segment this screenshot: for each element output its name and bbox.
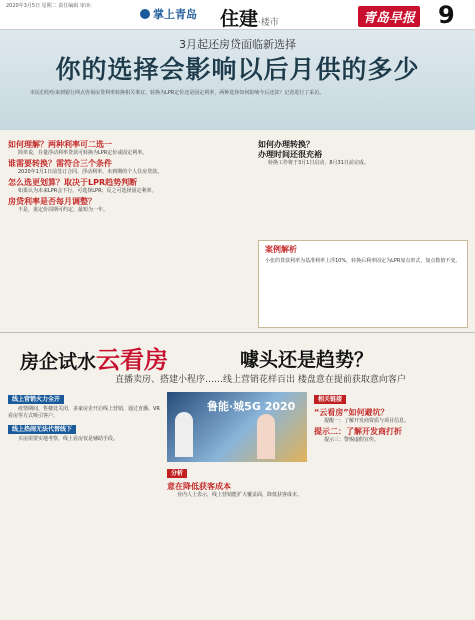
masthead bbox=[0, 0, 475, 30]
case-box bbox=[258, 240, 468, 328]
feature-subhead: 直播卖房、搭建小程序……线上营销花样百出 楼盘意在提前获取意向客户 bbox=[115, 375, 406, 385]
chip: 线上热闹无法代替线下 bbox=[8, 425, 76, 434]
subhead: 办理时间还很充裕 bbox=[258, 150, 322, 159]
app-brand bbox=[140, 6, 197, 22]
paragraph: 2020年1月1日前签订合同、浮动利率、未到期的个人住房贷款。 bbox=[18, 169, 163, 175]
page-number: 9 bbox=[438, 1, 455, 29]
feature-headline-a: 房企试水 bbox=[20, 351, 97, 373]
bottom-right-column bbox=[314, 392, 469, 614]
subhead: 房贷利率是否每月调整？ bbox=[8, 197, 96, 206]
paragraph: 转换工作将于3月1日启动，8月31日前完成。 bbox=[268, 160, 369, 166]
subhead: 提示二：了解开发商打折 bbox=[314, 427, 402, 436]
person-figure bbox=[257, 414, 275, 459]
person-figure bbox=[175, 412, 193, 457]
paragraph: 提醒一：了解开发商资质与项目信息。 bbox=[324, 418, 410, 424]
paragraph: 简单说，存量浮动利率贷款可转换为LPR定价或固定利率。 bbox=[18, 150, 148, 156]
chip: 线上营销火力全开 bbox=[8, 395, 64, 404]
feature-headline bbox=[20, 340, 168, 375]
subhead: 如何办理转换？ bbox=[258, 140, 314, 149]
subhead: 意在降低获客成本 bbox=[167, 482, 231, 491]
feature-headline-b: 云看房 bbox=[96, 346, 169, 374]
case-title: 案例解析 bbox=[265, 245, 297, 254]
section-title bbox=[220, 4, 279, 31]
section-subname: ·楼市 bbox=[258, 18, 279, 28]
chip: 相关链接 bbox=[314, 395, 346, 404]
section-divider bbox=[0, 332, 475, 333]
subhead: 怎么选更划算？取决于LPR趋势判断 bbox=[8, 178, 138, 187]
case-body: 小张的贷款利率为基准利率上浮10%，转换后利率固定为LPR加点形式，加点数值不变。 bbox=[265, 258, 461, 264]
article-right-column bbox=[258, 138, 468, 238]
hero-kicker: 3月起还房贷面临新选择 bbox=[179, 38, 296, 51]
bottom-mid-column bbox=[167, 466, 307, 614]
section-name: 住建 bbox=[220, 8, 259, 30]
photo-sign: 鲁能·城5G 2020 bbox=[207, 400, 296, 413]
paragraph: 提示三：警惕虚假宣传。 bbox=[324, 437, 380, 443]
paragraph: 业内人士表示，线上营销能扩大覆盖面，降低获客成本。 bbox=[177, 492, 303, 498]
hero-banner bbox=[0, 30, 475, 130]
brand-icon bbox=[140, 9, 150, 19]
subhead: 谁需要转换？需符合三个条件 bbox=[8, 159, 112, 168]
newspaper-logo: 青岛早报 bbox=[358, 6, 420, 27]
feature-headline-c: 噱头还是趋势？ bbox=[240, 349, 374, 371]
livestream-photo bbox=[167, 392, 307, 462]
app-brand-label: 掌上青岛 bbox=[153, 8, 197, 21]
bottom-left-column bbox=[8, 392, 160, 614]
paragraph: 买房需要实地考察，线上看房仅是辅助手段。 bbox=[18, 436, 119, 442]
issue-meta: 2020年3月5日 星期二 责任编辑 审读： bbox=[6, 3, 95, 9]
hero-lead: 市民们纷纷来到银行网点咨询房贷利率转换相关事宜。转换为LPR定价还是固定利率，两种选择如何影响今后还款？记者进行了采访。 bbox=[30, 90, 325, 96]
hero-headline: 你的选择会影响以后月供的多少 bbox=[55, 55, 420, 84]
subhead: “云看房”如何避坑？ bbox=[314, 408, 389, 417]
paragraph: 如果认为未来LPR会下行，可选择LPR；反之可选择固定利率。 bbox=[18, 188, 157, 194]
paragraph: 疫情期间，售楼处关闭，多家房企开启线上营销，通过直播、VR看房等方式吸引客户。 bbox=[8, 406, 160, 419]
subhead: 如何理解？两种利率可二选一 bbox=[8, 140, 112, 149]
paragraph: 不是，重定价周期可约定，最短为一年。 bbox=[18, 207, 109, 213]
article-left-column bbox=[8, 138, 250, 328]
chip: 分析 bbox=[167, 469, 187, 478]
